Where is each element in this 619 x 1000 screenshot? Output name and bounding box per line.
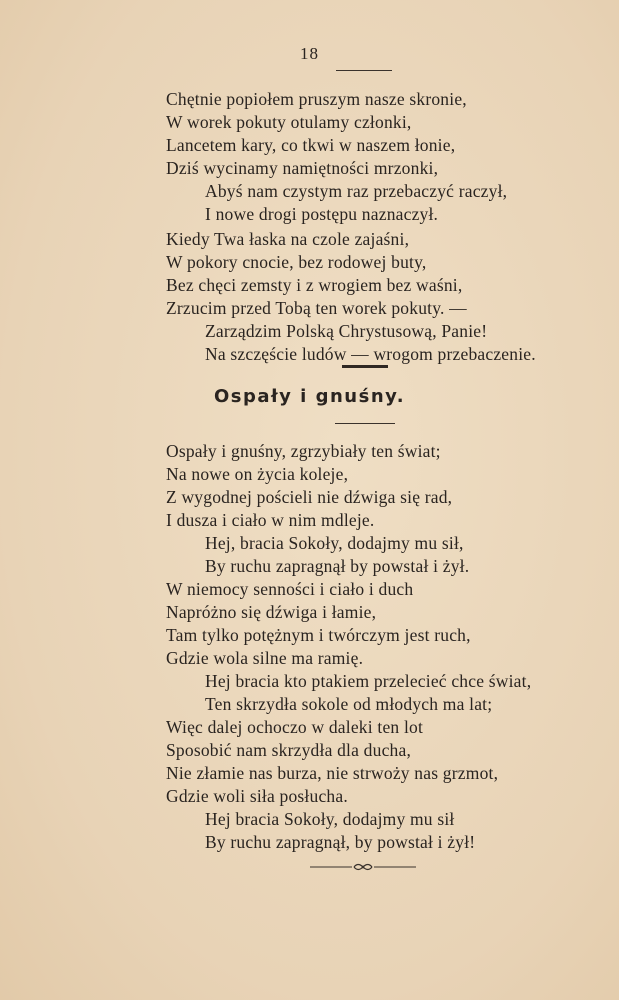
verse-line: I dusza i ciało w nim mdleje.: [166, 510, 375, 530]
verse-line: W pokory cnocie, bez rodowej buty,: [166, 252, 427, 272]
stanza: [0, 88, 619, 226]
stanza: [0, 440, 619, 578]
verse-line: W niemocy senności i ciało i duch: [166, 579, 414, 599]
verse-line: Napróżno się dźwiga i łamie,: [166, 602, 377, 622]
verse-line: Więc dalej ochoczo w daleki ten lot: [166, 717, 424, 737]
verse-line: Nie złamie nas burza, nie strwoży nas grzmot,: [166, 763, 499, 783]
page-number: 18: [300, 44, 319, 63]
verse-line: W worek pokuty otulamy członki,: [166, 112, 412, 132]
verse-line: Gdzie wola silne ma ramię.: [166, 648, 364, 668]
verse-line: Chętnie popiołem pruszym nasze skronie,: [166, 89, 467, 109]
verse-line: Na nowe on życia koleje,: [166, 464, 349, 484]
verse-line: Z wygodnej pościeli nie dźwiga się rad,: [166, 487, 453, 507]
verse-line: Sposobić nam skrzydła dla ducha,: [166, 740, 412, 760]
verse-line: Tam tylko potężnym i twórczym jest ruch,: [166, 625, 471, 645]
verse-line: Hej bracia kto ptakiem przelecieć chce świat,: [205, 671, 532, 691]
verse-line: By ruchu zapragnął by powstał i żył.: [205, 556, 470, 576]
header-rule: [336, 70, 392, 71]
verse-line: Hej bracia Sokoły, dodajmy mu sił: [205, 809, 455, 829]
verse-line: Na szczęście ludów — wrogom przebaczenie.: [205, 344, 536, 364]
verse-line: Kiedy Twa łaska na czole zajaśni,: [166, 229, 410, 249]
tailpiece-ornament-icon: [308, 860, 418, 874]
verse-line: Zarządzim Polską Chrystusową, Panie!: [205, 321, 488, 341]
verse-line: Gdzie woli siła posłucha.: [166, 786, 348, 806]
title-rule-top: [342, 365, 388, 368]
stanza: [0, 578, 619, 716]
verse-line: Dziś wycinamy namiętności mrzonki,: [166, 158, 439, 178]
title-rule-bottom: [335, 423, 395, 424]
verse-line: Abyś nam czystym raz przebaczyć raczył,: [205, 181, 508, 201]
stanza: [0, 228, 619, 366]
verse-line: Hej, bracia Sokoły, dodajmy mu sił,: [205, 533, 464, 553]
verse-line: Zrzucim przed Tobą ten worek pokuty. —: [166, 298, 467, 318]
verse-line: Lancetem kary, co tkwi w naszem łonie,: [166, 135, 456, 155]
verse-line: By ruchu zapragnął, by powstał i żył!: [205, 832, 476, 852]
verse-line: Bez chęci zemsty i z wrogiem bez waśni,: [166, 275, 463, 295]
verse-line: Ten skrzydła sokole od młodych ma lat;: [205, 694, 493, 714]
stanza: [0, 716, 619, 854]
poem-title: Ospały i gnuśny.: [213, 386, 406, 407]
verse-line: Ospały i gnuśny, zgrzybiały ten świat;: [166, 441, 441, 461]
verse-line: I nowe drogi postępu naznaczył.: [205, 204, 439, 224]
